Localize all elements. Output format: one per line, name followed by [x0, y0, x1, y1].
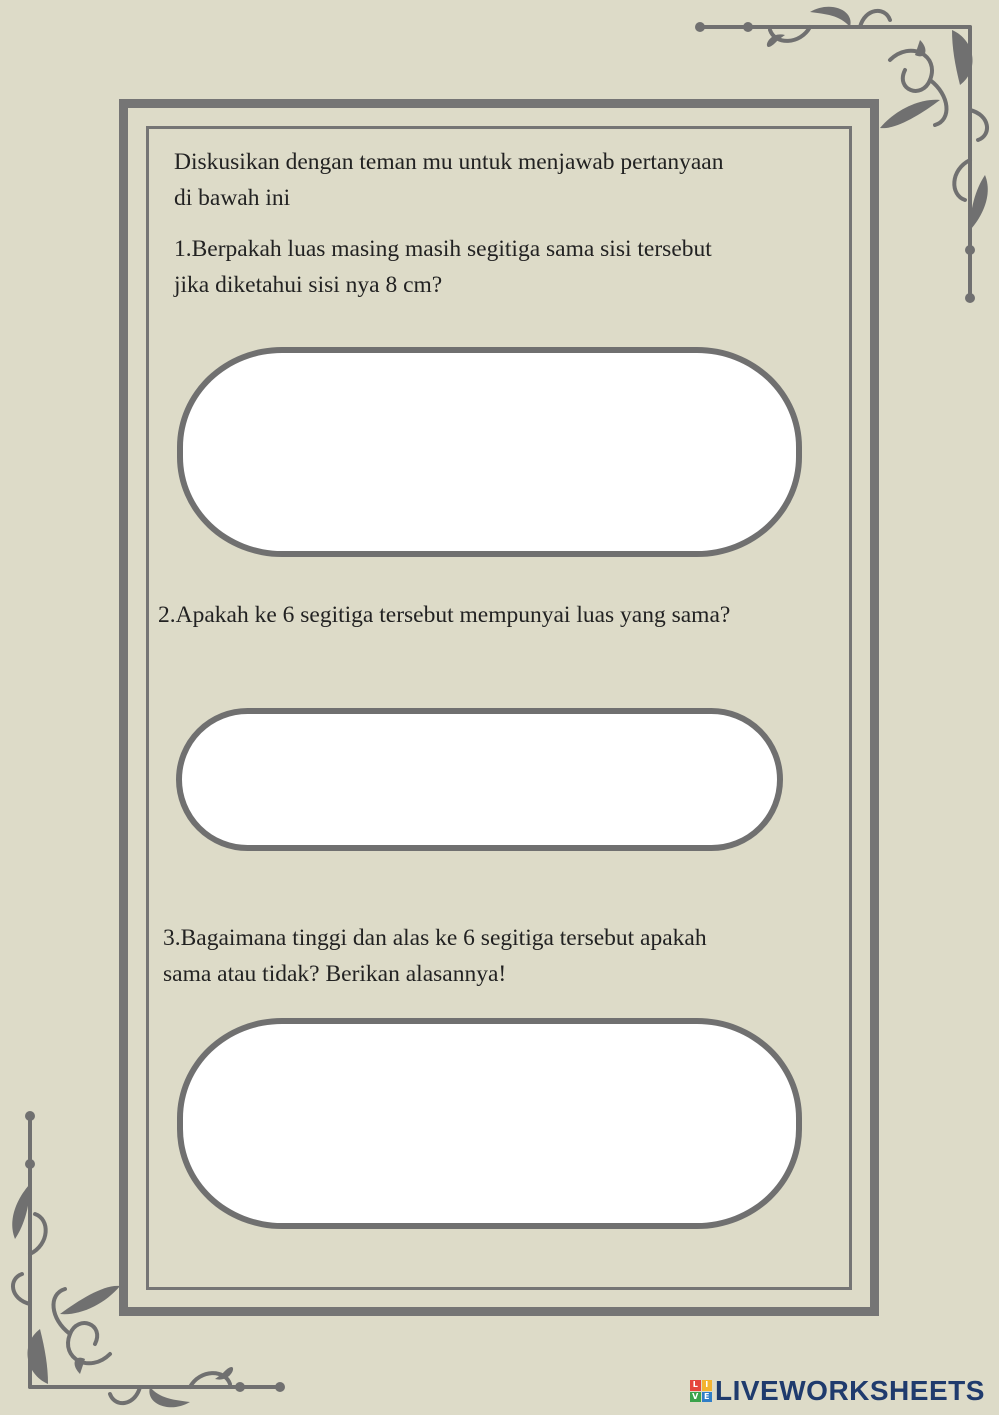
logo-mark-letter: L — [690, 1380, 701, 1391]
answer-box-2[interactable] — [176, 708, 783, 851]
logo-mark-letter: I — [702, 1380, 713, 1391]
answer-box-1[interactable] — [177, 347, 802, 557]
intro-line-2: di bawah ini — [174, 185, 291, 211]
question-2-line-1: 2.Apakah ke 6 segitiga tersebut mempunyai luas yang sama? — [158, 602, 731, 628]
question-1-line-2: jika diketahui sisi nya 8 cm? — [174, 272, 443, 298]
question-1-line-1: 1.Berpakah luas masing masih segitiga sama sisi tersebut — [174, 236, 712, 262]
liveworksheets-logo[interactable] — [690, 1376, 990, 1406]
liveworksheets-logo-text: LIVEWORKSHEETS — [715, 1375, 985, 1406]
logo-mark-letter: V — [690, 1392, 701, 1403]
logo-mark-letter: E — [702, 1392, 713, 1403]
question-3-line-2: sama atau tidak? Berikan alasannya! — [163, 961, 507, 987]
question-3-line-1: 3.Bagaimana tinggi dan alas ke 6 segitiga tersebut apakah — [163, 925, 707, 951]
answer-box-3[interactable] — [177, 1018, 802, 1229]
liveworksheets-logo-icon — [690, 1380, 712, 1402]
intro-line-1: Diskusikan dengan teman mu untuk menjawab pertanyaan — [174, 149, 724, 175]
